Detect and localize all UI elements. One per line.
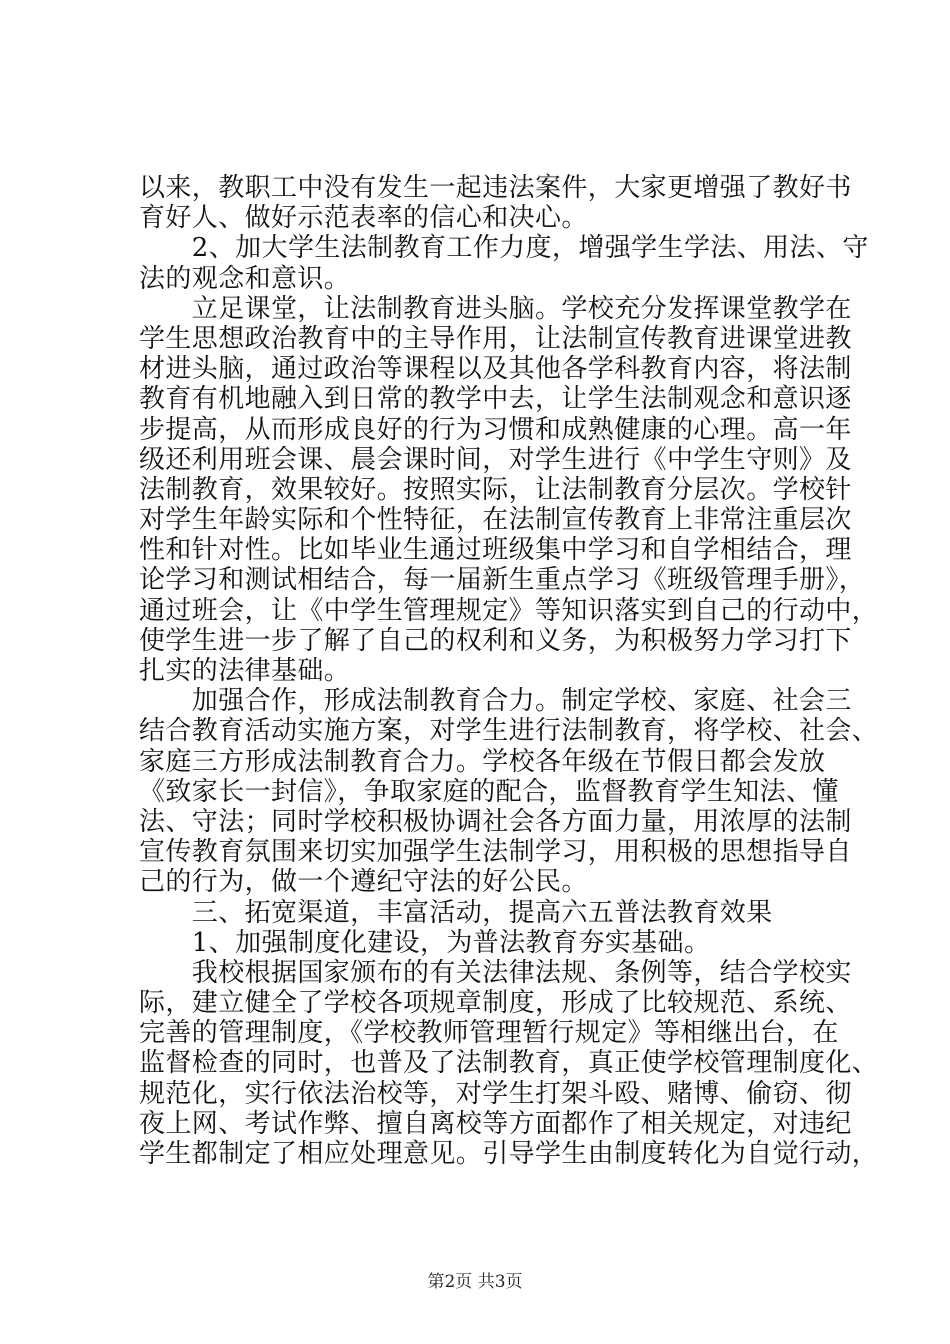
text-line: 际，建立健全了学校各项规章制度，形成了比较规范、系统、 <box>139 988 852 1019</box>
text-line: 《致家长一封信》，争取家庭的配合，监督教育学生知法、懂 <box>139 776 839 807</box>
text-line: 我校根据国家颁布的有关法律法规、条例等，结合学校实 <box>139 957 852 988</box>
text-line: 完善的管理制度，《学校教师管理暂行规定》等相继出台，在 <box>139 1018 839 1049</box>
text-line: 家庭三方形成法制教育合力。学校各年级在节假日都会发放 <box>139 746 826 777</box>
text-line: 法、守法；同时学校积极协调社会各方面力量，用浓厚的法制 <box>139 806 852 837</box>
text-line: 材进头脑，通过政治等课程以及其他各学科教育内容，将法制 <box>139 354 852 385</box>
text-line: 学生都制定了相应处理意见。引导学生由制度转化为自觉行动， <box>139 1139 879 1169</box>
text-line: 育好人、做好示范表率的信心和决心。 <box>139 203 588 234</box>
page-number-label: 第2页 共3页 <box>427 1272 523 1292</box>
text-line: 论学习和测试相结合，每一届新生重点学习《班级管理手册》， <box>139 565 866 596</box>
text-line: 性和针对性。比如毕业生通过班级集中学习和自学相结合，理 <box>139 535 852 566</box>
text-line: 结合教育活动实施方案，对学生进行法制教育，将学校、社会、 <box>139 716 879 747</box>
text-line: 夜上网、考试作弊、擅自离校等方面都作了相关规定，对违纪 <box>139 1108 852 1139</box>
text-line: 扎实的法律基础。 <box>139 656 351 686</box>
text-line: 法的观念和意识。 <box>139 263 351 294</box>
text-line: 宣传教育氛围来切实加强学生法制学习，用积极的思想指导自 <box>139 837 852 868</box>
text-line: 三、拓宽渠道，丰富活动，提高六五普法教育效果 <box>139 897 773 928</box>
text-line: 步提高，从而形成良好的行为习惯和成熟健康的心理。高一年 <box>139 414 852 445</box>
document-body <box>139 173 879 1169</box>
text-line: 教育有机地融入到日常的教学中去，让学生法制观念和意识逐 <box>139 384 852 415</box>
text-line: 己的行为，做一个遵纪守法的好公民。 <box>139 867 588 898</box>
text-line: 学生思想政治教育中的主导作用，让法制宣传教育进课堂进教 <box>139 323 852 354</box>
text-line: 监督检查的同时，也普及了法制教育，真正使学校管理制度化、 <box>139 1048 879 1079</box>
text-line: 加强合作，形成法制教育合力。制定学校、家庭、社会三 <box>139 686 852 717</box>
text-line: 2、加大学生法制教育工作力度，增强学生学法、用法、守 <box>139 233 869 264</box>
text-line: 立足课堂，让法制教育进头脑。学校充分发挥课堂教学在 <box>139 293 852 324</box>
text-line: 对学生年龄实际和个性特征，在法制宣传教育上非常注重层次 <box>139 505 852 536</box>
text-line: 以来，教职工中没有发生一起违法案件，大家更增强了教好书 <box>139 173 852 203</box>
text-line: 1、加强制度化建设，为普法教育夯实基础。 <box>139 927 711 958</box>
text-line: 级还利用班会课、晨会课时间，对学生进行《中学生守则》及 <box>139 444 852 475</box>
text-line: 通过班会，让《中学生管理规定》等知识落实到自己的行动中， <box>139 595 879 626</box>
text-line: 法制教育，效果较好。按照实际，让法制教育分层次。学校针 <box>139 474 852 505</box>
text-line: 规范化，实行依法治校等，对学生打架斗殴、赌博、偷窃、彻 <box>139 1078 852 1109</box>
text-line: 使学生进一步了解了自己的权利和义务，为积极努力学习打下 <box>139 625 852 656</box>
page-footer <box>0 1271 950 1293</box>
